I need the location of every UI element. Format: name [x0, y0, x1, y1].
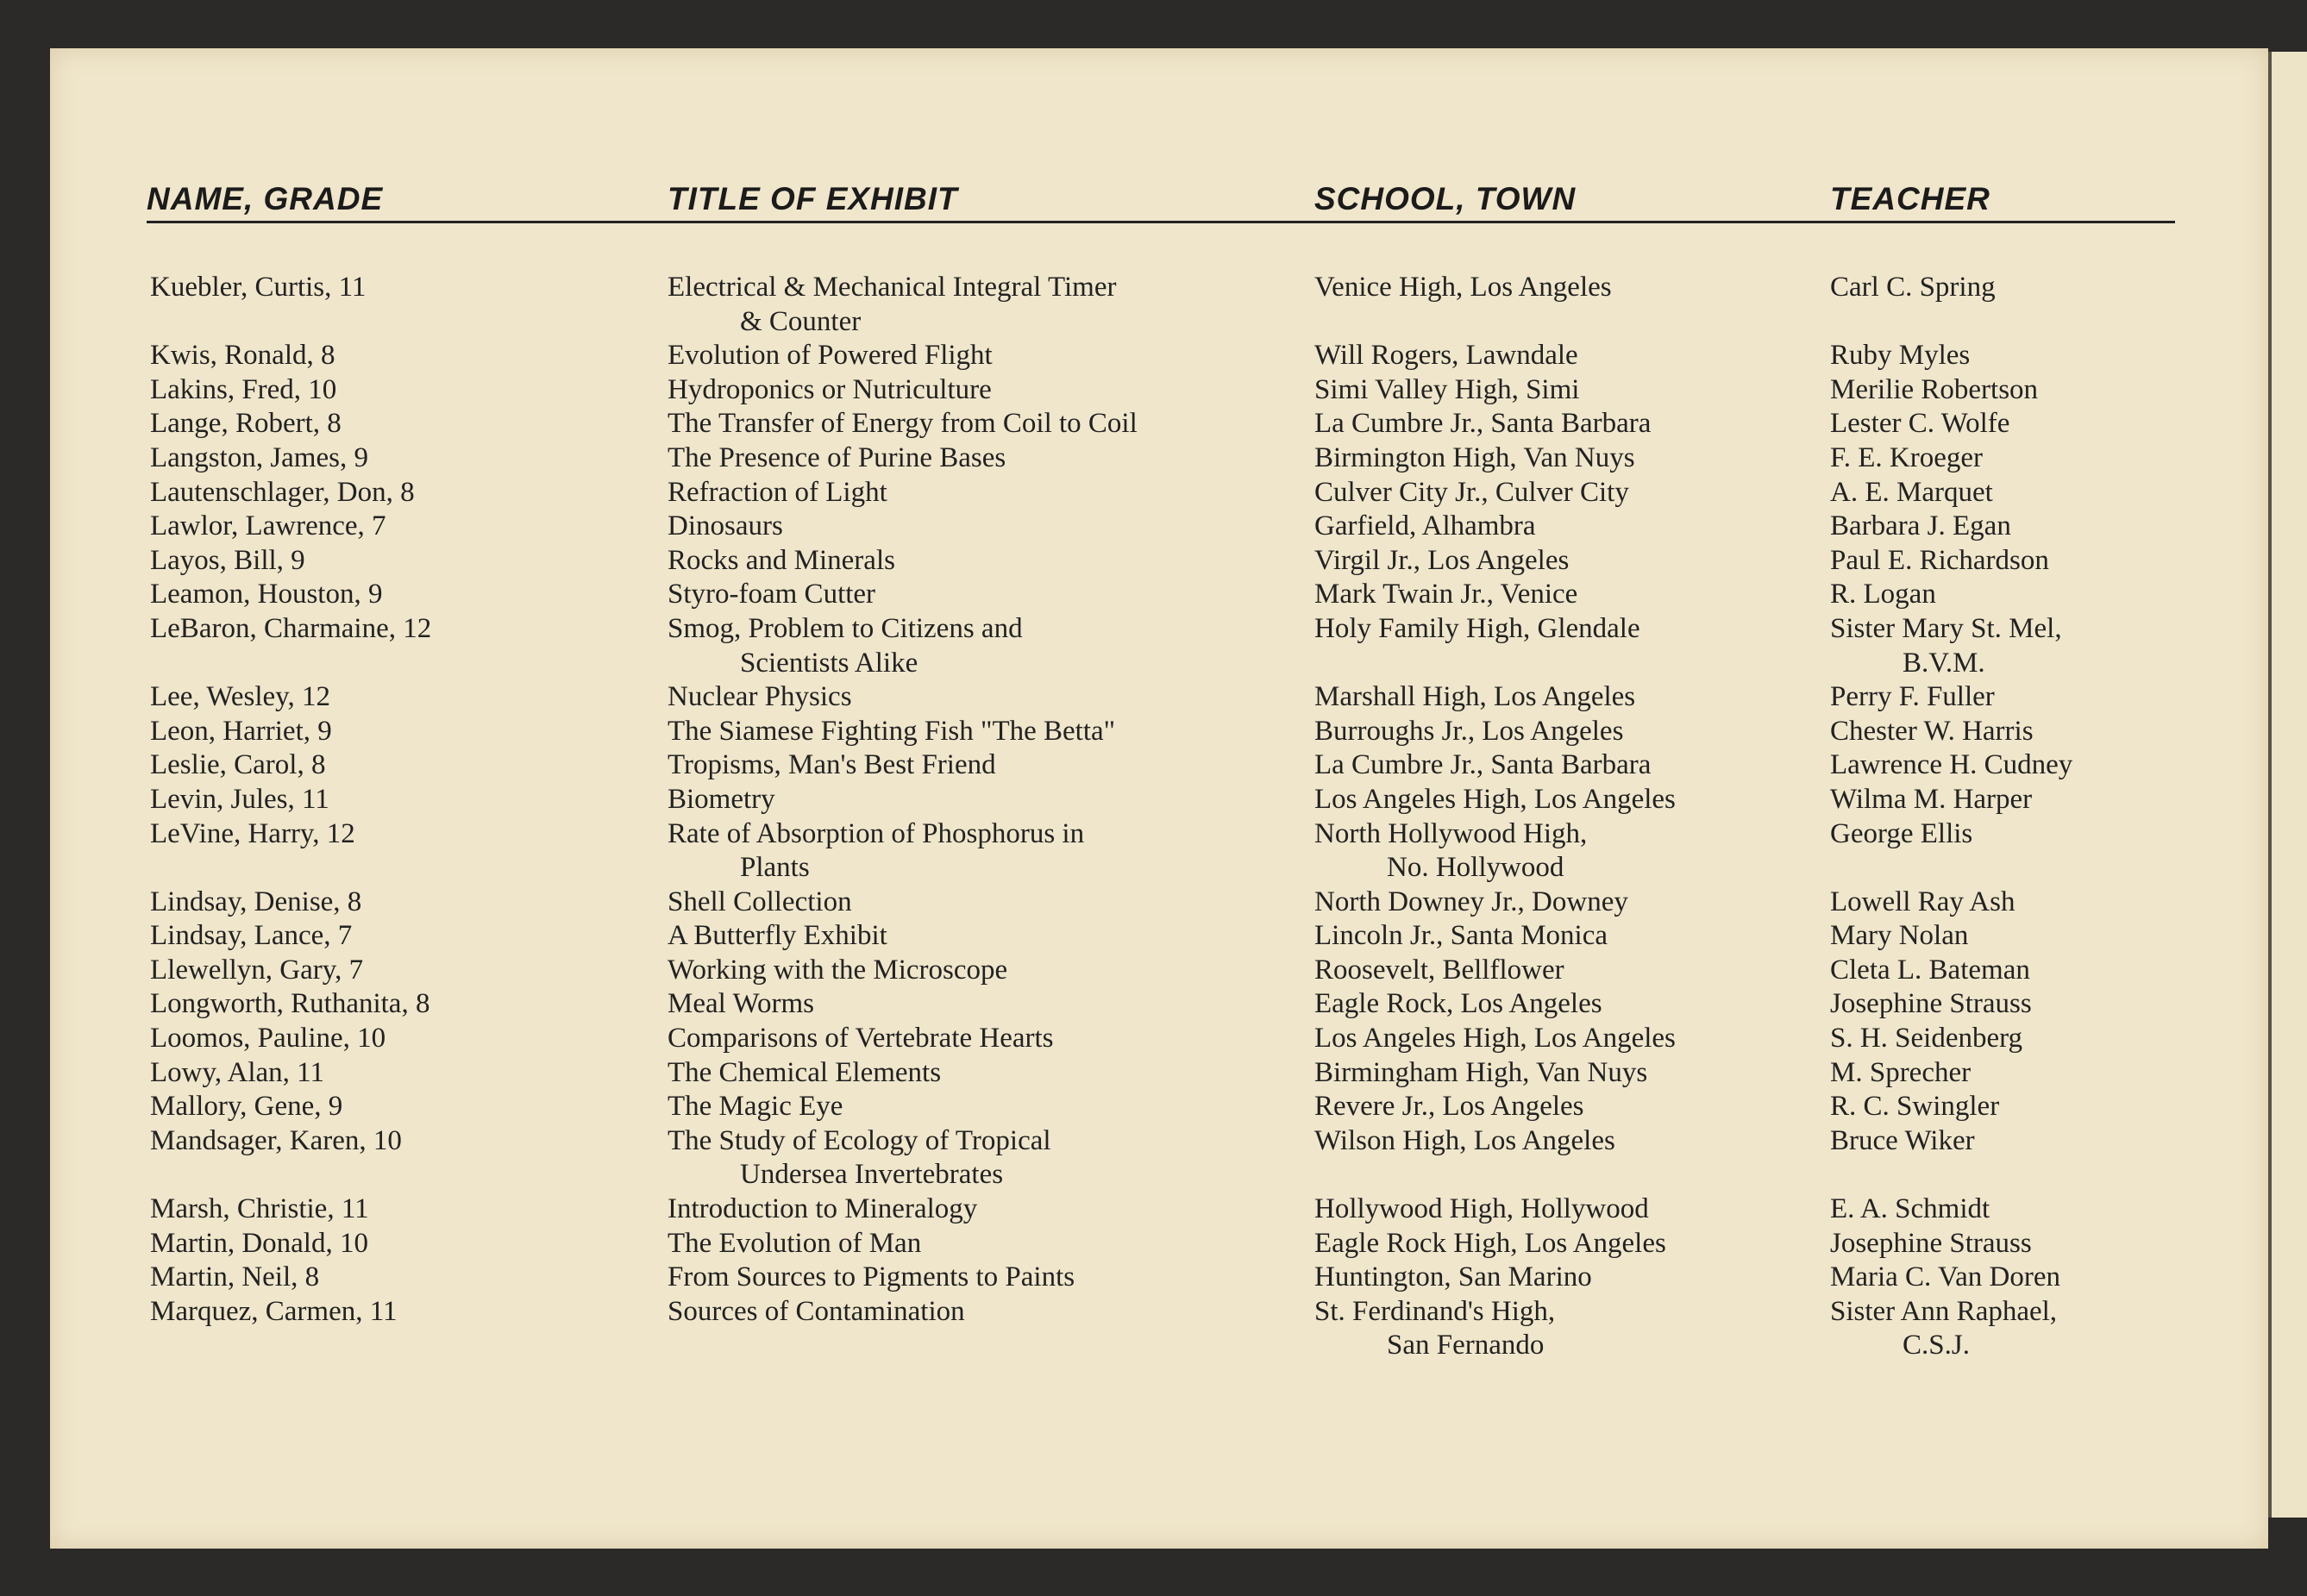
name-cell: [150, 1090, 668, 1124]
teacher-text: Cleta L. Bateman: [1830, 954, 2030, 986]
table-row: [150, 510, 2220, 544]
name-text: Leamon, Houston, 9: [150, 579, 383, 610]
name-text: Longworth, Ruthanita, 8: [150, 988, 430, 1020]
name-text: Lawlor, Lawrence, 7: [150, 510, 386, 542]
teacher-text: S. H. Seidenberg: [1830, 1023, 2023, 1055]
name-cell: [150, 1124, 668, 1192]
school-text: Culver City Jr., Culver City: [1314, 476, 1629, 508]
title-cell: [668, 748, 1314, 783]
title-text: Plants: [740, 852, 810, 884]
school-cell: [1314, 271, 1830, 339]
name-cell: [150, 476, 668, 510]
table-row: [150, 339, 2220, 373]
title-cell: [668, 680, 1314, 715]
table-row: [150, 544, 2220, 579]
school-text: Huntington, San Marino: [1314, 1261, 1592, 1293]
title-text: Biometry: [668, 783, 775, 815]
title-text: The Magic Eye: [668, 1091, 843, 1123]
teacher-cell: [1830, 715, 2218, 749]
title-text: Working with the Microscope: [668, 954, 1008, 986]
teacher-text: Sister Mary St. Mel,: [1830, 612, 2062, 644]
teacher-text: Lawrence H. Cudney: [1830, 749, 2073, 781]
school-text: Garfield, Alhambra: [1314, 510, 1536, 542]
school-cell: [1314, 441, 1830, 476]
school-cell: [1314, 680, 1830, 715]
name-cell: [150, 817, 668, 886]
header-title-of-exhibit: TITLE OF EXHIBIT: [668, 181, 958, 216]
teacher-cell: [1830, 612, 2218, 680]
table-row: [150, 886, 2220, 920]
school-cell: [1314, 919, 1830, 954]
table-row: [150, 783, 2220, 817]
name-cell: [150, 954, 668, 988]
title-text: Scientists Alike: [740, 647, 918, 679]
teacher-cell: [1830, 1056, 2218, 1091]
table-row: [150, 680, 2220, 715]
title-text: Rocks and Minerals: [668, 544, 895, 576]
school-cell: [1314, 476, 1830, 510]
name-cell: [150, 1056, 668, 1091]
name-cell: [150, 407, 668, 441]
teacher-text: Maria C. Van Doren: [1830, 1261, 2060, 1293]
name-text: Kwis, Ronald, 8: [150, 340, 335, 372]
school-cell: [1314, 783, 1830, 817]
header-name-grade: NAME, GRADE: [147, 181, 384, 216]
teacher-cell: [1830, 680, 2218, 715]
school-text: Simi Valley High, Simi: [1314, 373, 1580, 405]
teacher-cell: [1830, 1192, 2218, 1227]
title-text: The Siamese Fighting Fish "The Betta": [668, 715, 1116, 747]
teacher-cell: [1830, 783, 2218, 817]
school-text: Eagle Rock High, Los Angeles: [1314, 1227, 1666, 1259]
school-text: Mark Twain Jr., Venice: [1314, 579, 1578, 610]
school-text: Eagle Rock, Los Angeles: [1314, 988, 1602, 1020]
teacher-cell: [1830, 748, 2218, 783]
teacher-text: M. Sprecher: [1830, 1056, 1972, 1088]
name-text: Lakins, Fred, 10: [150, 373, 337, 405]
title-text: Dinosaurs: [668, 510, 783, 542]
teacher-cell: [1830, 919, 2218, 954]
teacher-text: Josephine Strauss: [1830, 988, 2032, 1020]
teacher-text: R. C. Swingler: [1830, 1091, 2000, 1123]
school-cell: [1314, 817, 1830, 886]
title-cell: [668, 544, 1314, 579]
title-cell: [668, 715, 1314, 749]
name-cell: [150, 1192, 668, 1227]
school-cell: [1314, 544, 1830, 579]
teacher-text: Bruce Wiker: [1830, 1124, 1975, 1156]
title-text: The Chemical Elements: [668, 1056, 942, 1088]
title-text: The Presence of Purine Bases: [668, 441, 1006, 473]
school-text: Will Rogers, Lawndale: [1314, 340, 1578, 372]
teacher-cell: [1830, 510, 2218, 544]
name-cell: [150, 441, 668, 476]
name-text: Mallory, Gene, 9: [150, 1091, 343, 1123]
title-text: From Sources to Pigments to Paints: [668, 1261, 1075, 1293]
teacher-cell: [1830, 1295, 2218, 1363]
title-cell: [668, 578, 1314, 612]
teacher-cell: [1830, 1090, 2218, 1124]
title-text: Hydroponics or Nutriculture: [668, 373, 992, 405]
title-text: The Transfer of Energy from Coil to Coil: [668, 408, 1138, 440]
title-cell: [668, 1124, 1314, 1192]
title-text: Tropisms, Man's Best Friend: [668, 749, 996, 781]
school-text: Burroughs Jr., Los Angeles: [1314, 715, 1624, 747]
school-cell: [1314, 1192, 1830, 1227]
name-cell: [150, 612, 668, 680]
school-text: San Fernando: [1387, 1330, 1545, 1361]
name-text: Lautenschlager, Don, 8: [150, 476, 415, 508]
school-cell: [1314, 715, 1830, 749]
name-cell: [150, 680, 668, 715]
school-cell: [1314, 1261, 1830, 1295]
school-text: Lincoln Jr., Santa Monica: [1314, 920, 1608, 952]
title-cell: [668, 373, 1314, 408]
teacher-text: C.S.J.: [1903, 1330, 1970, 1361]
title-cell: [668, 1022, 1314, 1056]
name-text: Levin, Jules, 11: [150, 783, 329, 815]
name-text: Langston, James, 9: [150, 441, 368, 473]
school-text: Revere Jr., Los Angeles: [1314, 1091, 1584, 1123]
teacher-cell: [1830, 886, 2218, 920]
school-cell: [1314, 954, 1830, 988]
teacher-cell: [1830, 407, 2218, 441]
title-cell: [668, 271, 1314, 339]
teacher-cell: [1830, 1124, 2218, 1192]
column-header-row: [147, 178, 2175, 223]
name-text: Lindsay, Lance, 7: [150, 920, 353, 952]
school-text: Marshall High, Los Angeles: [1314, 681, 1636, 713]
document-page: [50, 48, 2268, 1549]
table-row: [150, 1022, 2220, 1056]
title-cell: [668, 1090, 1314, 1124]
teacher-text: B.V.M.: [1903, 647, 1985, 679]
school-cell: [1314, 1090, 1830, 1124]
title-cell: [668, 919, 1314, 954]
title-text: The Study of Ecology of Tropical: [668, 1124, 1051, 1156]
title-cell: [668, 783, 1314, 817]
school-cell: [1314, 373, 1830, 408]
header-school-town: SCHOOL, TOWN: [1314, 181, 1577, 216]
teacher-cell: [1830, 817, 2218, 886]
title-cell: [668, 1056, 1314, 1091]
title-text: Undersea Invertebrates: [740, 1159, 1004, 1191]
name-text: Lange, Robert, 8: [150, 408, 342, 440]
name-cell: [150, 748, 668, 783]
exhibit-list: [150, 271, 2220, 1363]
title-cell: [668, 1295, 1314, 1363]
name-text: LeBaron, Charmaine, 12: [150, 612, 432, 644]
title-cell: [668, 1227, 1314, 1261]
school-text: Birmington High, Van Nuys: [1314, 441, 1635, 473]
teacher-text: Barbara J. Egan: [1830, 510, 2011, 542]
school-text: St. Ferdinand's High,: [1314, 1295, 1556, 1327]
name-text: Loomos, Pauline, 10: [150, 1023, 386, 1055]
school-cell: [1314, 510, 1830, 544]
title-text: Shell Collection: [668, 886, 852, 917]
teacher-cell: [1830, 271, 2218, 339]
teacher-text: F. E. Kroeger: [1830, 441, 1983, 473]
table-row: [150, 1124, 2220, 1192]
table-row: [150, 748, 2220, 783]
school-text: Los Angeles High, Los Angeles: [1314, 783, 1676, 815]
title-text: Electrical & Mechanical Integral Timer: [668, 272, 1117, 303]
teacher-text: Sister Ann Raphael,: [1830, 1295, 2058, 1327]
teacher-text: Ruby Myles: [1830, 340, 1971, 372]
title-cell: [668, 987, 1314, 1022]
teacher-text: Merilie Robertson: [1830, 373, 2039, 405]
name-text: Leon, Harriet, 9: [150, 715, 332, 747]
table-row: [150, 407, 2220, 441]
name-text: Leslie, Carol, 8: [150, 749, 326, 781]
name-cell: [150, 783, 668, 817]
teacher-cell: [1830, 954, 2218, 988]
name-text: Lee, Wesley, 12: [150, 681, 331, 713]
teacher-cell: [1830, 1227, 2218, 1261]
name-cell: [150, 987, 668, 1022]
table-row: [150, 954, 2220, 988]
school-cell: [1314, 339, 1830, 373]
teacher-cell: [1830, 441, 2218, 476]
school-cell: [1314, 407, 1830, 441]
teacher-text: Paul E. Richardson: [1830, 544, 2049, 576]
title-cell: [668, 1192, 1314, 1227]
table-row: [150, 919, 2220, 954]
name-cell: [150, 715, 668, 749]
title-text: Smog, Problem to Citizens and: [668, 612, 1023, 644]
school-cell: [1314, 1056, 1830, 1091]
teacher-text: Perry F. Fuller: [1830, 681, 1995, 713]
teacher-cell: [1830, 544, 2218, 579]
teacher-text: Carl C. Spring: [1830, 272, 1996, 303]
name-text: Kuebler, Curtis, 11: [150, 272, 367, 303]
table-row: [150, 578, 2220, 612]
name-cell: [150, 886, 668, 920]
school-cell: [1314, 1295, 1830, 1363]
teacher-text: Wilma M. Harper: [1830, 783, 2033, 815]
teacher-text: Chester W. Harris: [1830, 715, 2034, 747]
name-text: Llewellyn, Gary, 7: [150, 954, 364, 986]
school-cell: [1314, 886, 1830, 920]
table-row: [150, 1295, 2220, 1363]
school-cell: [1314, 1227, 1830, 1261]
title-cell: [668, 339, 1314, 373]
name-text: Marsh, Christie, 11: [150, 1193, 369, 1225]
teacher-text: A. E. Marquet: [1830, 476, 1993, 508]
teacher-text: Josephine Strauss: [1830, 1227, 2032, 1259]
name-cell: [150, 1261, 668, 1295]
school-text: La Cumbre Jr., Santa Barbara: [1314, 408, 1652, 440]
teacher-cell: [1830, 987, 2218, 1022]
title-text: The Evolution of Man: [668, 1227, 922, 1259]
teacher-text: R. Logan: [1830, 579, 1936, 610]
title-text: Introduction to Mineralogy: [668, 1193, 978, 1225]
school-text: North Hollywood High,: [1314, 817, 1588, 849]
title-cell: [668, 612, 1314, 680]
table-row: [150, 271, 2220, 339]
title-cell: [668, 1261, 1314, 1295]
table-row: [150, 476, 2220, 510]
teacher-cell: [1830, 1261, 2218, 1295]
table-row: [150, 987, 2220, 1022]
school-text: Birmingham High, Van Nuys: [1314, 1056, 1648, 1088]
teacher-text: George Ellis: [1830, 817, 1973, 849]
name-text: Mandsager, Karen, 10: [150, 1124, 402, 1156]
teacher-cell: [1830, 1022, 2218, 1056]
title-text: A Butterfly Exhibit: [668, 920, 887, 952]
school-cell: [1314, 748, 1830, 783]
title-cell: [668, 407, 1314, 441]
teacher-cell: [1830, 339, 2218, 373]
school-text: Venice High, Los Angeles: [1314, 272, 1612, 303]
school-text: North Downey Jr., Downey: [1314, 886, 1628, 917]
name-text: Marquez, Carmen, 11: [150, 1295, 398, 1327]
school-text: Wilson High, Los Angeles: [1314, 1124, 1615, 1156]
name-text: Lowy, Alan, 11: [150, 1056, 324, 1088]
adjacent-page-edge: [2268, 52, 2307, 1518]
school-cell: [1314, 1022, 1830, 1056]
table-row: [150, 1227, 2220, 1261]
name-cell: [150, 578, 668, 612]
name-cell: [150, 1295, 668, 1363]
teacher-cell: [1830, 578, 2218, 612]
name-text: Layos, Bill, 9: [150, 544, 305, 576]
table-row: [150, 1056, 2220, 1091]
name-text: Martin, Neil, 8: [150, 1261, 320, 1293]
table-row: [150, 1090, 2220, 1124]
title-cell: [668, 954, 1314, 988]
school-text: No. Hollywood: [1387, 852, 1564, 884]
school-text: Virgil Jr., Los Angeles: [1314, 544, 1570, 576]
teacher-text: Mary Nolan: [1830, 920, 1969, 952]
table-row: [150, 1192, 2220, 1227]
table-row: [150, 817, 2220, 886]
school-text: La Cumbre Jr., Santa Barbara: [1314, 749, 1652, 781]
name-cell: [150, 544, 668, 579]
title-cell: [668, 817, 1314, 886]
name-text: Martin, Donald, 10: [150, 1227, 368, 1259]
title-text: Evolution of Powered Flight: [668, 340, 993, 372]
title-text: Comparisons of Vertebrate Hearts: [668, 1023, 1054, 1055]
title-text: Nuclear Physics: [668, 681, 852, 713]
teacher-cell: [1830, 476, 2218, 510]
name-cell: [150, 373, 668, 408]
title-cell: [668, 441, 1314, 476]
name-cell: [150, 510, 668, 544]
table-row: [150, 1261, 2220, 1295]
teacher-text: Lowell Ray Ash: [1830, 886, 2015, 917]
school-cell: [1314, 612, 1830, 680]
title-cell: [668, 510, 1314, 544]
title-text: Rate of Absorption of Phosphorus in: [668, 817, 1085, 849]
title-text: Sources of Contamination: [668, 1295, 965, 1327]
name-cell: [150, 1227, 668, 1261]
title-text: Refraction of Light: [668, 476, 887, 508]
table-row: [150, 373, 2220, 408]
school-cell: [1314, 987, 1830, 1022]
name-cell: [150, 271, 668, 339]
name-cell: [150, 1022, 668, 1056]
title-text: Meal Worms: [668, 988, 814, 1020]
table-row: [150, 715, 2220, 749]
school-cell: [1314, 578, 1830, 612]
school-text: Roosevelt, Bellflower: [1314, 954, 1564, 986]
name-cell: [150, 919, 668, 954]
school-text: Los Angeles High, Los Angeles: [1314, 1023, 1676, 1055]
school-text: Hollywood High, Hollywood: [1314, 1193, 1649, 1225]
table-row: [150, 441, 2220, 476]
title-cell: [668, 476, 1314, 510]
title-text: Styro-foam Cutter: [668, 579, 876, 610]
name-cell: [150, 339, 668, 373]
header-teacher: TEACHER: [1830, 181, 1990, 216]
school-cell: [1314, 1124, 1830, 1192]
name-text: LeVine, Harry, 12: [150, 817, 355, 849]
teacher-cell: [1830, 373, 2218, 408]
teacher-text: E. A. Schmidt: [1830, 1193, 1990, 1225]
title-cell: [668, 886, 1314, 920]
school-text: Holy Family High, Glendale: [1314, 612, 1640, 644]
title-text: & Counter: [740, 305, 862, 337]
name-text: Lindsay, Denise, 8: [150, 886, 362, 917]
teacher-text: Lester C. Wolfe: [1830, 408, 2010, 440]
table-row: [150, 612, 2220, 680]
